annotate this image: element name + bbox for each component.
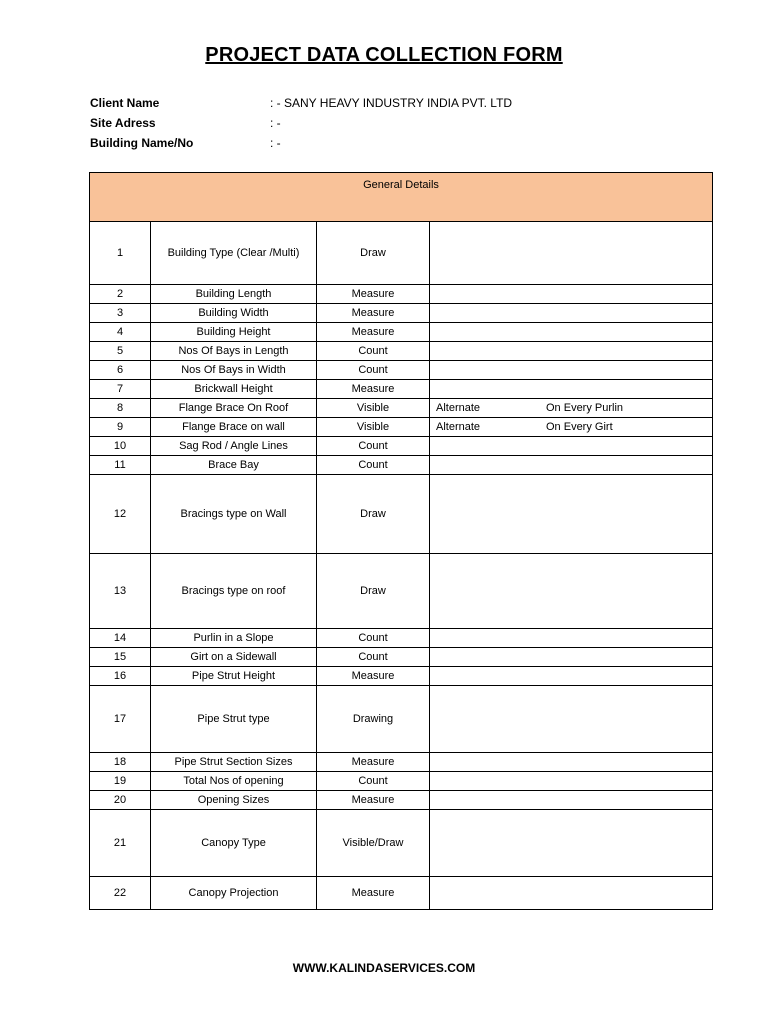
row-item: Building Height (151, 323, 317, 342)
row-notes (430, 285, 713, 304)
row-item: Pipe Strut type (151, 686, 317, 753)
row-item: Pipe Strut Height (151, 667, 317, 686)
row-method: Count (317, 629, 430, 648)
building-name-label: Building Name/No (90, 136, 194, 150)
row-number: 6 (90, 361, 151, 380)
row-item: Bracings type on roof (151, 554, 317, 629)
row-notes (430, 629, 713, 648)
row-notes (430, 667, 713, 686)
row-item: Building Length (151, 285, 317, 304)
row-method: Drawing (317, 686, 430, 753)
row-notes (430, 304, 713, 323)
row-item: Brickwall Height (151, 380, 317, 399)
row-method: Visible/Draw (317, 810, 430, 877)
general-details-table (89, 172, 713, 910)
row-notes (430, 686, 713, 753)
row-note-secondary: On Every Girt (546, 420, 613, 433)
table-row (90, 686, 713, 753)
table-row (90, 667, 713, 686)
row-number: 7 (90, 380, 151, 399)
client-name-label: Client Name (90, 96, 160, 110)
row-number: 10 (90, 437, 151, 456)
row-notes (430, 753, 713, 772)
row-notes (430, 648, 713, 667)
row-method: Measure (317, 877, 430, 910)
row-method: Count (317, 772, 430, 791)
row-notes (430, 342, 713, 361)
table-row (90, 877, 713, 910)
row-item: Nos Of Bays in Length (151, 342, 317, 361)
row-notes (430, 456, 713, 475)
row-item: Nos Of Bays in Width (151, 361, 317, 380)
row-method: Measure (317, 667, 430, 686)
table-row (90, 475, 713, 554)
table-row (90, 323, 713, 342)
row-method: Count (317, 342, 430, 361)
table-row (90, 791, 713, 810)
row-method: Measure (317, 285, 430, 304)
row-item: Pipe Strut Section Sizes (151, 753, 317, 772)
table-row (90, 554, 713, 629)
row-number: 9 (90, 418, 151, 437)
row-number: 3 (90, 304, 151, 323)
row-number: 13 (90, 554, 151, 629)
row-notes (430, 380, 713, 399)
table-row (90, 629, 713, 648)
row-notes (430, 810, 713, 877)
table-row (90, 304, 713, 323)
row-item: Flange Brace on wall (151, 418, 317, 437)
table-row (90, 380, 713, 399)
row-notes (430, 877, 713, 910)
row-item: Girt on a Sidewall (151, 648, 317, 667)
row-item: Bracings type on Wall (151, 475, 317, 554)
row-item: Brace Bay (151, 456, 317, 475)
row-number: 21 (90, 810, 151, 877)
row-number: 14 (90, 629, 151, 648)
row-number: 5 (90, 342, 151, 361)
row-number: 18 (90, 753, 151, 772)
row-notes (430, 361, 713, 380)
table-row (90, 753, 713, 772)
row-number: 12 (90, 475, 151, 554)
row-notes (430, 418, 713, 437)
table-header-row (90, 173, 713, 222)
table-row (90, 285, 713, 304)
site-address-label: Site Adress (90, 116, 156, 130)
row-method: Measure (317, 323, 430, 342)
row-notes (430, 222, 713, 285)
row-notes (430, 399, 713, 418)
row-method: Visible (317, 399, 430, 418)
row-number: 15 (90, 648, 151, 667)
row-number: 22 (90, 877, 151, 910)
row-number: 4 (90, 323, 151, 342)
table-row (90, 810, 713, 877)
row-number: 8 (90, 399, 151, 418)
row-item: Opening Sizes (151, 791, 317, 810)
row-item: Canopy Projection (151, 877, 317, 910)
row-item: Total Nos of opening (151, 772, 317, 791)
row-item: Flange Brace On Roof (151, 399, 317, 418)
row-number: 20 (90, 791, 151, 810)
row-item: Sag Rod / Angle Lines (151, 437, 317, 456)
row-method: Count (317, 648, 430, 667)
row-note-primary: Alternate (436, 420, 481, 433)
row-number: 1 (90, 222, 151, 285)
table-row (90, 342, 713, 361)
row-method: Visible (317, 418, 430, 437)
row-item: Building Type (Clear /Multi) (151, 222, 317, 285)
row-method: Measure (317, 753, 430, 772)
row-notes (430, 554, 713, 629)
row-number: 11 (90, 456, 151, 475)
row-method: Measure (317, 304, 430, 323)
row-notes (430, 323, 713, 342)
table-row (90, 648, 713, 667)
row-method: Draw (317, 475, 430, 554)
row-notes (430, 475, 713, 554)
table-row (90, 399, 713, 418)
footer-website: WWW.KALINDASERVICES.COM (292, 961, 476, 975)
building-name-value: : - (270, 136, 281, 150)
row-method: Measure (317, 791, 430, 810)
row-method: Draw (317, 554, 430, 629)
row-number: 17 (90, 686, 151, 753)
row-item: Building Width (151, 304, 317, 323)
row-method: Measure (317, 380, 430, 399)
form-title: PROJECT DATA COLLECTION FORM (205, 44, 563, 66)
row-method: Count (317, 437, 430, 456)
row-number: 19 (90, 772, 151, 791)
row-item: Purlin in a Slope (151, 629, 317, 648)
table-row (90, 418, 713, 437)
table-row (90, 361, 713, 380)
site-address-value: : - (270, 116, 281, 130)
table-row (90, 456, 713, 475)
row-method: Draw (317, 222, 430, 285)
row-notes (430, 772, 713, 791)
row-method: Count (317, 456, 430, 475)
row-number: 16 (90, 667, 151, 686)
table-row (90, 437, 713, 456)
row-item: Canopy Type (151, 810, 317, 877)
row-number: 2 (90, 285, 151, 304)
row-note-secondary: On Every Purlin (546, 401, 624, 414)
row-method: Count (317, 361, 430, 380)
general-details-header: General Details (90, 173, 713, 222)
table-row (90, 772, 713, 791)
row-note-primary: Alternate (436, 401, 481, 414)
row-notes (430, 437, 713, 456)
table-row (90, 222, 713, 285)
client-name-value: : - SANY HEAVY INDUSTRY INDIA PVT. LTD (270, 96, 513, 110)
row-notes (430, 791, 713, 810)
